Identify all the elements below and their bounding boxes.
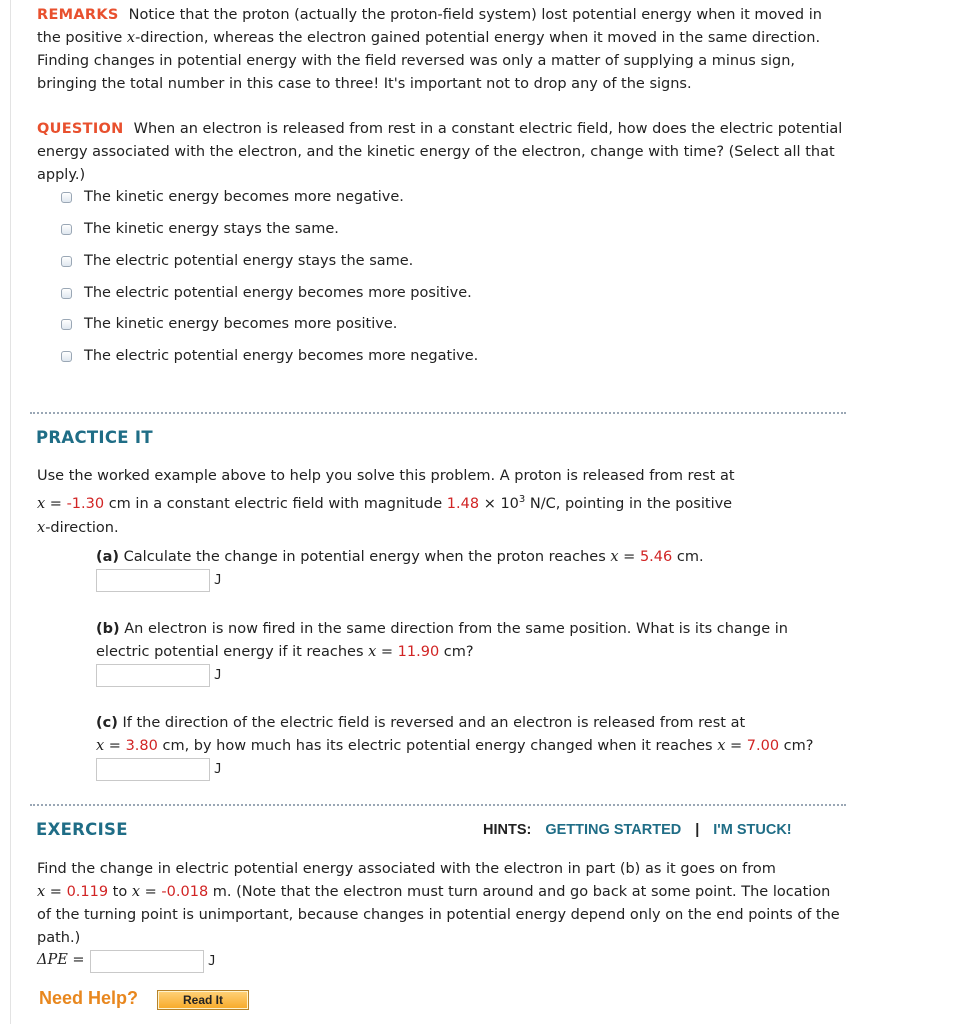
question-text: When an electron is released from rest in a constant electric field, how does the electric potential energy associated with the electron, and the kinetic energy of the electron, change with time? (Select all that apply.)	[37, 121, 843, 183]
part-b-value: 11.90	[397, 644, 440, 660]
part-a-unit: J	[214, 573, 222, 588]
getting-started-link[interactable]: GETTING STARTED	[545, 822, 682, 838]
option-label: The kinetic energy becomes more negative.	[84, 189, 404, 205]
im-stuck-link[interactable]: I'M STUCK!	[713, 822, 792, 838]
option-label: The electric potential energy becomes more negative.	[84, 348, 479, 364]
part-c-prompt: (c) If the direction of the electric field is reversed and an electron is released from rest at x = 3.80 cm, by how much has its electric potential energy changed when it reaches x = 7.00 cm?	[96, 715, 814, 754]
need-help-label: Need Help?	[39, 988, 139, 1008]
part-c-value-2: 7.00	[746, 738, 780, 754]
exercise-text: Find the change in electric potential energy associated with the electron in part (b) as it goes on from x = 0.119 to x = -0.018 m. (Note that the electron must turn around and go back at some point. The location of the turning point is unimportant, because changes in potential energy depend only on the end points of the path.)	[37, 861, 840, 946]
part-c-unit: J	[214, 762, 222, 777]
x-start-value: -1.30	[66, 495, 105, 512]
hints-bar	[483, 822, 792, 838]
option-row[interactable]	[61, 187, 404, 207]
remarks-label: REMARKS	[37, 7, 119, 23]
part-c-value-1: 3.80	[125, 738, 158, 754]
field-exponent: 3	[518, 494, 526, 505]
option-checkbox[interactable]	[61, 192, 72, 203]
delta-pe-unit: J	[208, 954, 216, 969]
option-label: The kinetic energy stays the same.	[84, 221, 339, 237]
field-magnitude: 1.48	[446, 495, 480, 512]
exercise-x-to: -0.018	[161, 884, 209, 900]
question-label: QUESTION	[37, 121, 124, 137]
option-row[interactable]	[61, 251, 413, 271]
question-block	[37, 118, 843, 187]
option-label: The kinetic energy becomes more positive.	[84, 316, 398, 332]
option-label: The electric potential energy stays the same.	[84, 253, 414, 269]
part-b-unit: J	[214, 668, 222, 683]
left-border	[10, 0, 11, 1024]
remarks-x-var: x	[126, 30, 136, 46]
remarks-block	[37, 4, 843, 96]
practice-intro: Use the worked example above to help you solve this problem. A proton is released from rest at x = -1.30 cm in a constant electric field with magnitude $1.48 \times 10^3$ N/C, pointing in the positive x-direction.	[37, 468, 735, 536]
exercise-heading: EXERCISE	[36, 820, 128, 839]
option-checkbox[interactable]	[61, 256, 72, 267]
delta-pe-input[interactable]	[90, 950, 204, 973]
section-divider	[30, 804, 846, 806]
part-a-answer-input[interactable]	[96, 569, 210, 592]
practice-heading: PRACTICE IT	[36, 428, 153, 447]
delta-pe-label: ΔPE =	[37, 952, 85, 968]
option-checkbox[interactable]	[61, 288, 72, 299]
option-row[interactable]	[61, 283, 472, 303]
option-checkbox[interactable]	[61, 351, 72, 362]
option-row[interactable]	[61, 314, 397, 334]
exercise-x-from: 0.119	[66, 884, 109, 900]
part-a-value: 5.46	[639, 549, 673, 565]
section-divider	[30, 412, 846, 414]
hints-separator: |	[695, 822, 700, 838]
part-c-answer-input[interactable]	[96, 758, 210, 781]
option-checkbox[interactable]	[61, 224, 72, 235]
read-it-button[interactable]: Read It	[157, 990, 249, 1010]
hints-label: HINTS:	[483, 822, 532, 838]
remarks-text-2: -direction, whereas the electron gained potential energy when it moved in the same direction. Finding changes in potential energy with the field reversed was only a matter of supplying a minus sign, bringing the total number in this case to three! It's important not to drop any of the signs.	[37, 30, 821, 92]
option-checkbox[interactable]	[61, 319, 72, 330]
part-a-prompt: (a) Calculate the change in potential energy when the proton reaches x = 5.46 cm.	[96, 549, 704, 565]
option-label: The electric potential energy becomes more positive.	[84, 285, 472, 301]
option-row[interactable]	[61, 219, 339, 239]
remarks-text-1: Notice that the proton (actually the proton-field system) lost potential energy when it moved in the positive	[37, 7, 822, 46]
part-b-prompt: (b) An electron is now fired in the same direction from the same position. What is its change in electric potential energy if it reaches x = 11.90 cm?	[96, 621, 788, 660]
part-b-answer-input[interactable]	[96, 664, 210, 687]
option-row[interactable]	[61, 346, 478, 366]
